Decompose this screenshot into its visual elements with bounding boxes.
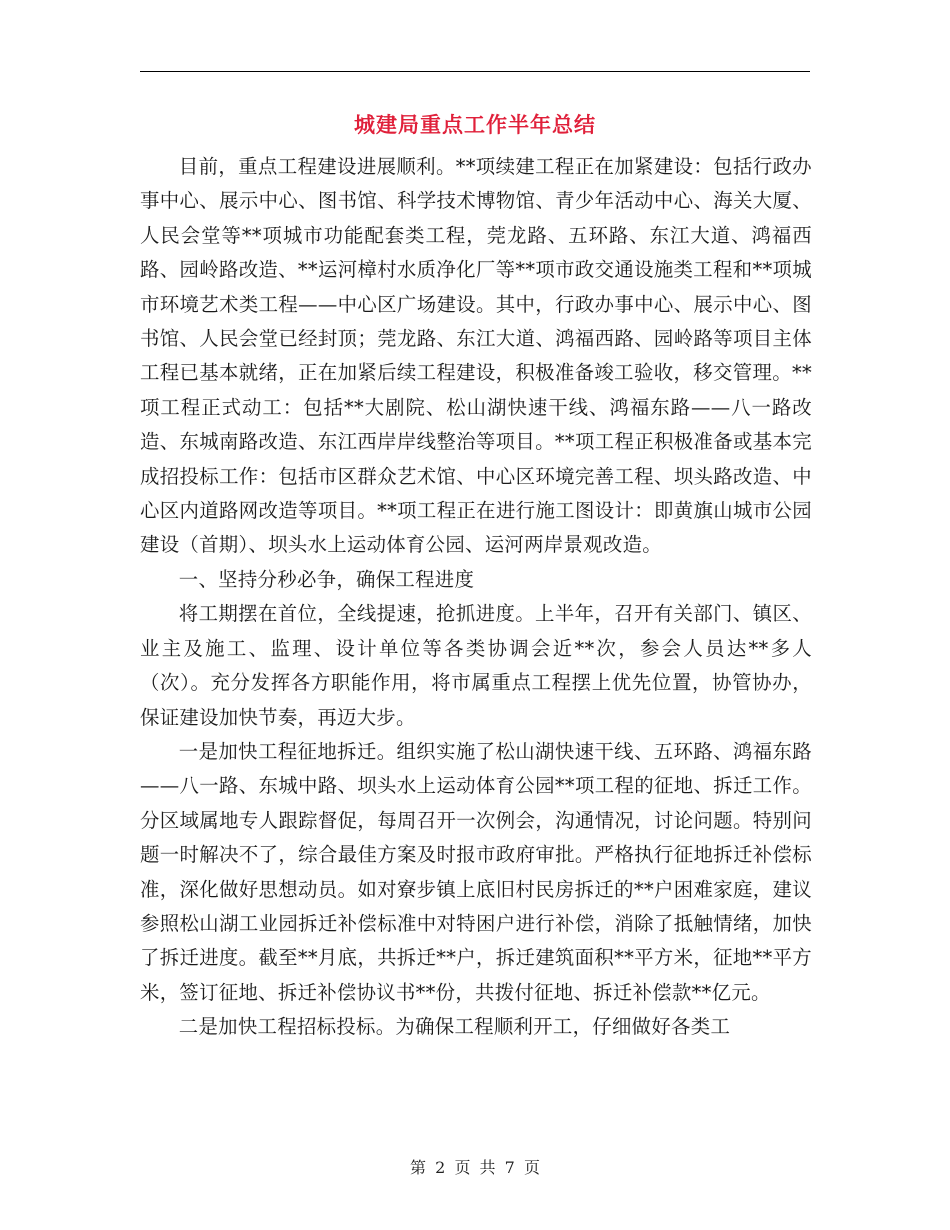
page-footer (0, 1155, 950, 1178)
footer-current-page: 2 (435, 1158, 446, 1177)
footer-prefix: 第 (410, 1158, 427, 1177)
document-body (140, 150, 812, 1045)
footer-total-prefix: 共 (479, 1158, 496, 1177)
footer-total-pages: 7 (504, 1158, 515, 1177)
header-rule (140, 71, 810, 72)
section-heading-1: 一、坚持分秒必争，确保工程进度 (178, 567, 475, 591)
document-title: 城建局重点工作半年总结 (354, 112, 596, 137)
footer-suffix: 页 (523, 1158, 540, 1177)
paragraph-schedule: 将工期摆在首位，全线提速，抢抓进度。上半年，召开有关部门、镇区、业主及施工、监理、设计单位等各类协调会近**次，参会人员达**多人（次）。充分发挥各方职能作用，将市属重点工程摆上优先位置，协管协办，保证建设加快节奏，再迈大步。 (140, 602, 812, 729)
footer-page-word: 页 (454, 1158, 471, 1177)
paragraph-bidding: 二是加快工程招标投标。为确保工程顺利开工，仔细做好各类工 (178, 1015, 731, 1039)
paragraph-land-acquisition: 一是加快工程征地拆迁。组织实施了松山湖快速干线、五环路、鸿福东路——八一路、东城中路、坝头水上运动体育公园**项工程的征地、拆迁工作。分区域属地专人跟踪督促，每周召开一次例会，沟通情况，讨论问题。特别问题一时解决不了，综合最佳方案及时报市政府审批。严格执行征地拆迁补偿标准，深化做好思想动员。如对寮步镇上底旧村民房拆迁的**户困难家庭，建议参照松山湖工业园拆迁补偿标准中对特困户进行补偿，消除了抵触情绪，加快了拆迁进度。截至**月底，共拆迁**户，拆迁建筑面积**平方米，征地**平方米，签订征地、拆迁补偿协议书**份，共拨付征地、拆迁补偿款**亿元。 (140, 739, 812, 1004)
paragraph-overview: 目前，重点工程建设进展顺利。**项续建工程正在加紧建设：包括行政办事中心、展示中心、图书馆、科学技术博物馆、青少年活动中心、海关大厦、人民会堂等**项城市功能配套类工程，莞龙路、五环路、东江大道、鸿福西路、园岭路改造、**运河樟村水质净化厂等**项市政交通设施类工程和**项城市环境艺术类工程——中心区广场建设。其中，行政办事中心、展示中心、图书馆、人民会堂已经封顶；莞龙路、东江大道、鸿福西路、园岭路等项目主体工程已基本就绪，正在加紧后续工程建设，积极准备竣工验收，移交管理。**项工程正式动工：包括**大剧院、松山湖快速干线、鸿福东路——八一路改造、东城南路改造、东江西岸岸线整治等项目。**项工程正积极准备或基本完成招投标工作：包括市区群众艺术馆、中心区环境完善工程、坝头路改造、中心区内道路网改造等项目。**项工程正在进行施工图设计：即黄旗山城市公园建设（首期）、坝头水上运动体育公园、运河两岸景观改造。 (140, 155, 812, 557)
